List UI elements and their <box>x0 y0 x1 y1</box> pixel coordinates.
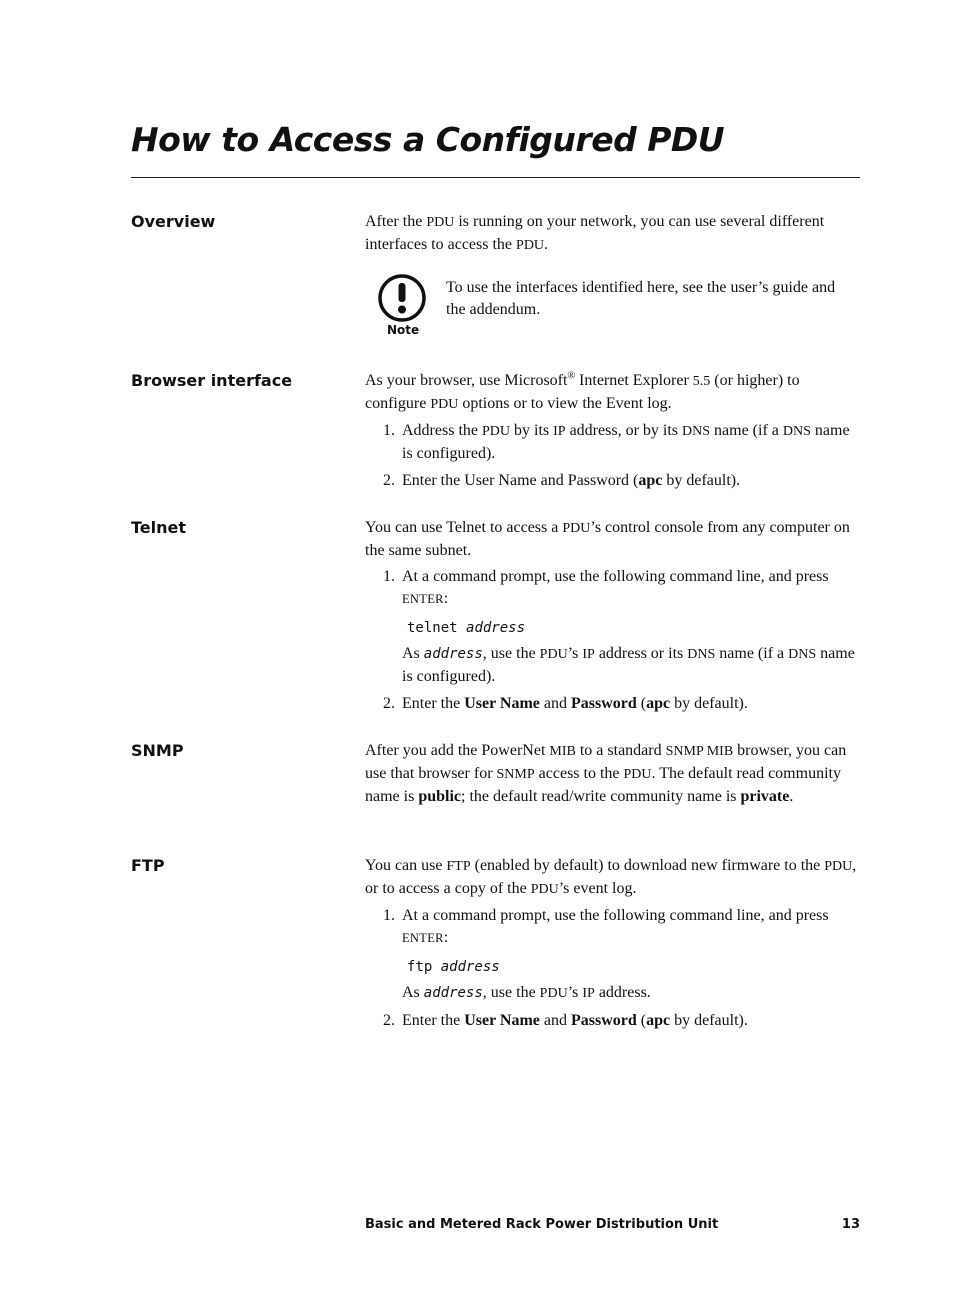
browser-steps <box>365 420 860 492</box>
telnet-steps <box>365 566 860 715</box>
browser-paragraph: As your browser, use Microsoft® Internet Explorer 5.5 (or higher) to configure PDU options or to view the Event log. <box>365 370 800 412</box>
heading-browser-interface: Browser interface <box>131 371 293 390</box>
telnet-body <box>365 517 860 720</box>
overview-paragraph: After the PDU is running on your network, you can use several different interfaces to access the PDU. <box>365 213 825 253</box>
command-line: ftp address <box>407 959 500 975</box>
heading-telnet: Telnet <box>131 518 187 537</box>
ftp-paragraph: You can use FTP (enabled by default) to download new firmware to the PDU, or to access a copy of the PDU’s event log. <box>365 857 857 897</box>
heading-overview: Overview <box>131 212 216 231</box>
ftp-steps <box>365 905 860 1032</box>
snmp-body <box>365 740 860 808</box>
note-text: To use the interfaces identified here, see the user’s guide and the addendum. <box>446 279 836 318</box>
snmp-paragraph: After you add the PowerNet MIB to a standard SNMP MIB browser, you can use that browser for SNMP access to the PDU. The default read community name is public; the default read/write community name is private. <box>365 742 847 805</box>
page-title: How to Access a Configured PDU <box>131 120 725 159</box>
overview-body <box>365 211 860 257</box>
heading-snmp: SNMP <box>131 741 184 760</box>
note-callout <box>375 272 435 340</box>
list-item: 2. Enter the User Name and Password (apc by default). <box>383 472 741 489</box>
heading-ftp: FTP <box>131 856 165 875</box>
telnet-paragraph: You can use Telnet to access a PDU’s control console from any computer on the same subnet. <box>365 519 850 559</box>
list-item: 1. Address the PDU by its IP address, or by its DNS name (if a DNS name is configured). <box>383 422 850 462</box>
list-item: 1. At a command prompt, use the following command line, and press ENTER: ftp address As address, use the PDU’s IP address. <box>365 905 860 1005</box>
note-label: Note <box>387 323 420 337</box>
page-number: 13 <box>841 1217 860 1232</box>
list-item: 2. Enter the User Name and Password (apc by default). <box>383 695 748 712</box>
command-explanation: As address, use the PDU’s IP address. <box>402 984 651 1001</box>
title-rule <box>131 177 860 178</box>
list-item: 1. At a command prompt, use the following command line, and press ENTER: telnet address As address, use the PDU’s IP address or its DNS name (if a DNS name is configured). <box>365 566 860 688</box>
footer-title: Basic and Metered Rack Power Distribution Unit <box>365 1217 719 1232</box>
command-explanation: As address, use the PDU’s IP address or its DNS name (if a DNS name is configured). <box>402 645 855 685</box>
browser-body <box>365 370 860 497</box>
ftp-body <box>365 855 860 1037</box>
list-item: 2. Enter the User Name and Password (apc by default). <box>383 1012 748 1029</box>
command-line: telnet address <box>407 620 526 636</box>
